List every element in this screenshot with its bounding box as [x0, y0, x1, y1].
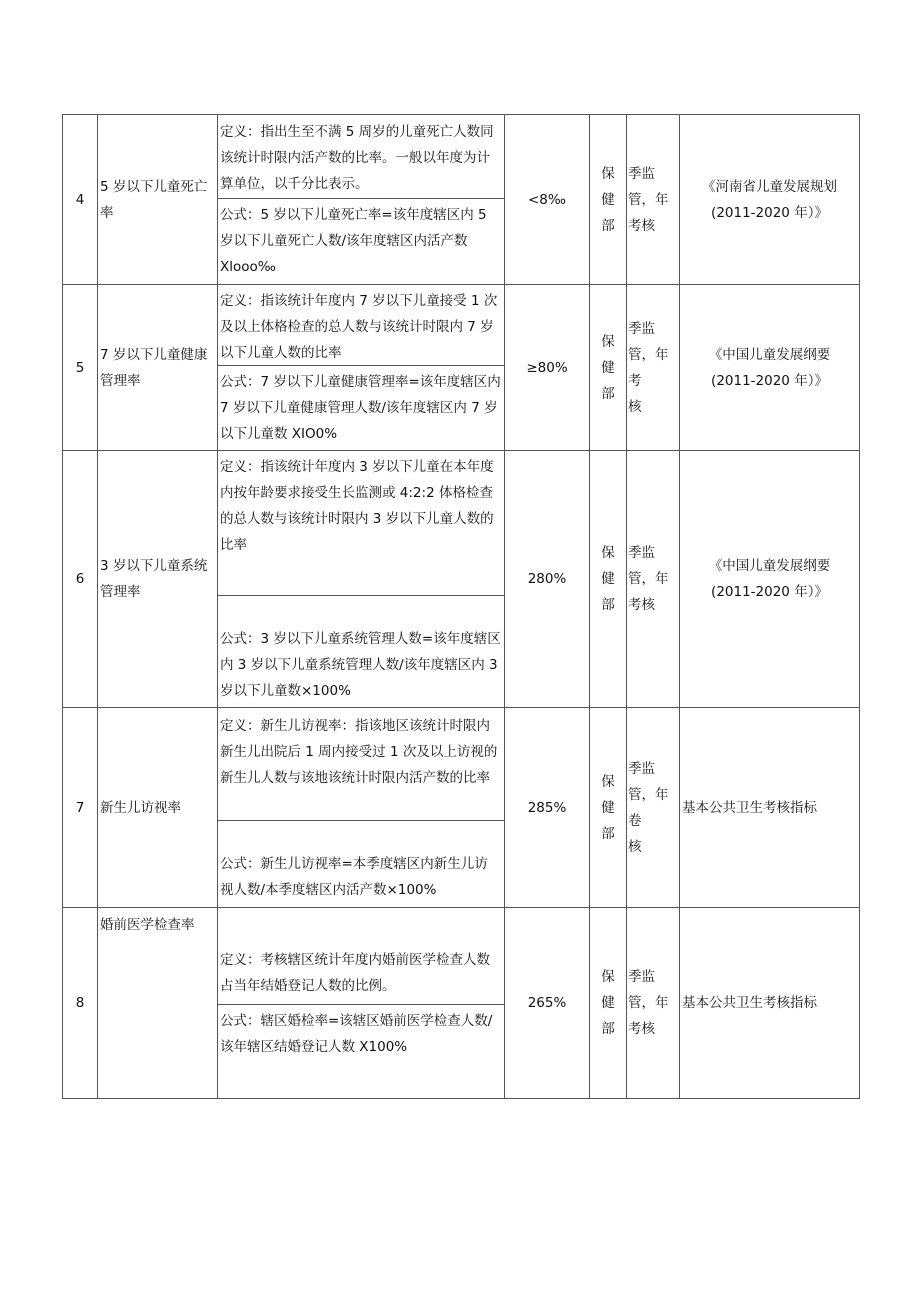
definition-cell — [218, 451, 505, 708]
frequency: 季监 管，年 考核 — [627, 451, 680, 708]
department: 保 健 部 — [590, 285, 627, 451]
definition-cell — [218, 115, 505, 285]
target-value: 265% — [505, 908, 590, 1099]
target-value: 285% — [505, 708, 590, 908]
definition-cell — [218, 285, 505, 451]
department: 保 健 部 — [590, 115, 627, 285]
row-number: 5 — [63, 285, 98, 451]
definition-text: 定义：指该统计年度内 3 岁以下儿童在本年度内按年龄要求接受生长监测或 4:2:2 体格检查的总人数与该统计时限内 3 岁以下儿童人数的比率 — [220, 459, 494, 553]
target-value: <8‰ — [505, 115, 590, 285]
source: 基本公共卫生考核指标 — [680, 908, 860, 1099]
table-row — [63, 908, 860, 1099]
source: 基本公共卫生考核指标 — [680, 708, 860, 908]
row-number: 4 — [63, 115, 98, 285]
table-row — [63, 115, 860, 285]
target-value: 280% — [505, 451, 590, 708]
table-row — [63, 451, 860, 708]
source: 《河南省儿童发展规划 (2011-2020 年）》 — [680, 115, 860, 285]
formula-text: 公式：辖区婚检率=该辖区婚前医学检查人数/该年辖区结婚登记人数 X100% — [218, 1004, 504, 1063]
definition-text: 定义：考核辖区统计年度内婚前医学检查人数占当年结婚登记人数的比例。 — [220, 951, 490, 994]
source: 《中国儿童发展纲要 (2011-2020 年）》 — [680, 451, 860, 708]
row-number: 8 — [63, 908, 98, 1099]
definition-text: 定义：新生儿访视率：指该地区该统计时限内新生儿出院后 1 周内接受过 1 次及以上访视的新生儿人数与该地该统计时限内活产数的比率 — [220, 717, 498, 786]
indicator-table — [62, 114, 860, 1099]
department: 保 健 部 — [590, 908, 627, 1099]
indicator-name: 7 岁以下儿童健康管理率 — [98, 285, 218, 451]
frequency: 季监 管，年 考核 — [627, 908, 680, 1099]
table-row — [63, 285, 860, 451]
indicator-name: 新生儿访视率 — [98, 708, 218, 908]
department: 保 健 部 — [590, 451, 627, 708]
definition-cell — [218, 708, 505, 908]
department: 保 健 部 — [590, 708, 627, 908]
target-value: ≥80% — [505, 285, 590, 451]
indicator-name: 婚前医学检查率 — [98, 908, 218, 1099]
formula-text: 公式：新生儿访视率=本季度辖区内新生儿访视人数/本季度辖区内活产数×100% — [218, 820, 504, 906]
formula-text: 公式：7 岁以下儿童健康管理率=该年度辖区内 7 岁以下儿童健康管理人数/该年度辖区内 7 岁以下儿童数 XIO0% — [218, 365, 504, 450]
formula-text: 公式：3 岁以下儿童系统管理人数=该年度辖区内 3 岁以下儿童系统管理人数/该年度辖区内 3 岁以下儿童数×100% — [218, 595, 504, 707]
definition-text: 定义：指出生至不满 5 周岁的儿童死亡人数同该统计时限内活产数的比率。一般以年度为计算单位，以千分比表示。 — [220, 124, 494, 192]
row-number: 7 — [63, 708, 98, 908]
frequency: 季监 管，年 考核 — [627, 115, 680, 285]
definition-text: 定义：指该统计年度内 7 岁以下儿童接受 1 次及以上体格检查的总人数与该统计时限内 7 岁以下儿童人数的比率 — [220, 293, 498, 361]
table-row — [63, 708, 860, 908]
formula-text: 公式：5 岁以下儿童死亡率=该年度辖区内 5 岁以下儿童死亡人数/该年度辖区内活产数 Xlooo‰ — [218, 198, 504, 283]
row-number: 6 — [63, 451, 98, 708]
frequency: 季监 管，年 卷 核 — [627, 708, 680, 908]
indicator-name: 5 岁以下儿童死亡率 — [98, 115, 218, 285]
indicator-name: 3 岁以下儿童系统管理率 — [98, 451, 218, 708]
frequency: 季监 管，年 考 核 — [627, 285, 680, 451]
source: 《中国儿童发展纲要 (2011-2020 年）》 — [680, 285, 860, 451]
definition-cell — [218, 908, 505, 1099]
